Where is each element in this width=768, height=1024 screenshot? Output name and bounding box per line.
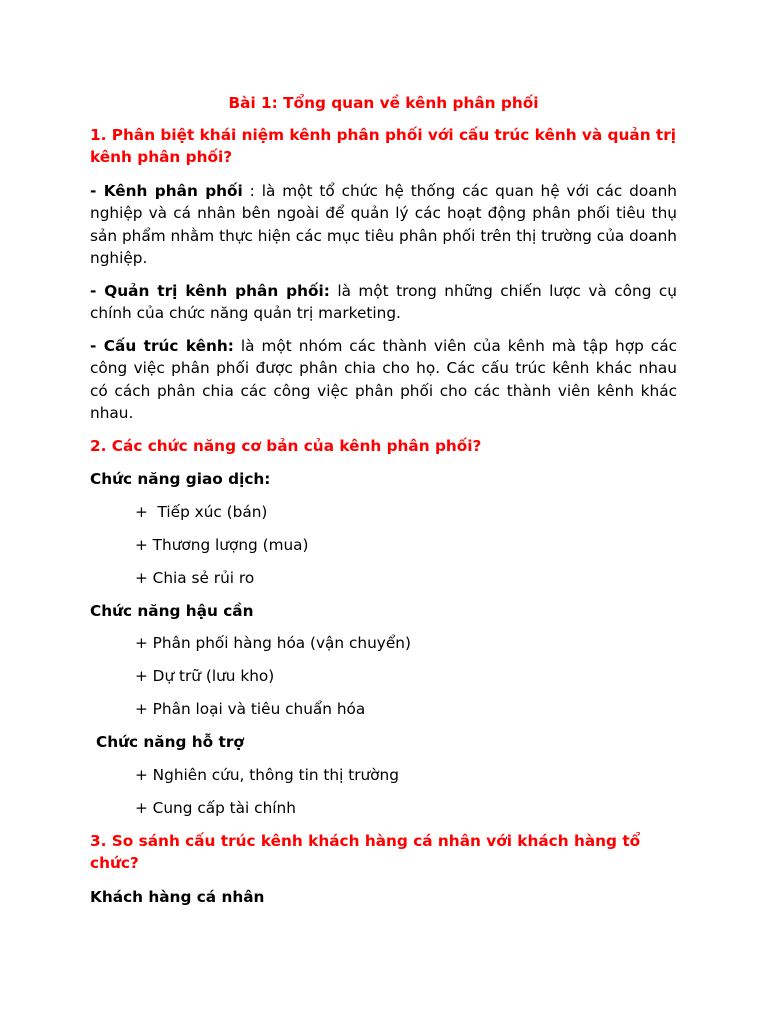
function-heading-ho-tro: Chức năng hỗ trợ [96,733,244,751]
lesson-title: Bài 1: Tổng quan về kênh phân phối [228,94,539,112]
function-heading-hau-can: Chức năng hậu cần [90,601,254,620]
list-item: + Phân loại và tiêu chuẩn hóa [135,700,366,718]
definition-quan-tri-kenh [90,280,677,325]
list-item: + Chia sẻ rủi ro [135,568,255,587]
document-page [90,92,677,918]
definition-kenh-phan-phoi [90,180,677,270]
customer-heading: Khách hàng cá nhân [90,887,265,906]
list-item: + Cung cấp tài chính [135,798,296,817]
list-item: + Phân phối hàng hóa (vận chuyển) [135,634,411,652]
list-item: + Dự trữ (lưu kho) [135,667,275,685]
question-2: 2. Các chức năng cơ bản của kênh phân phối? [90,436,482,455]
list-item: + Tiếp xúc (bán) [135,502,268,521]
function-heading-giao-dich: Chức năng giao dịch: [90,470,271,488]
definition-cau-truc-kenh [90,335,677,425]
list-item: + Nghiên cứu, thông tin thị trường [135,765,399,784]
definition-text: là một trong những chiến lược và công cụ chính của chức năng quản trị marketing. [90,281,677,322]
definition-text: : là một tổ chức hệ thống các quan hệ với các doanh nghiệp và cá nhân bên ngoài để quản lý các hoạt động phân phối tiêu thụ sản phẩm nhằm thực hiện các mục tiêu phân phối trên thị trường của doanh nghiệp. [90,181,677,267]
definition-term: - Kênh phân phối [90,181,243,200]
list-item: + Thương lượng (mua) [135,535,309,554]
question-1: 1. Phân biệt khái niệm kênh phân phối với cấu trúc kênh và quản trị kênh phân phối? [90,125,677,166]
definition-term: - Cấu trúc kênh: [90,336,234,355]
definition-term: - Quản trị kênh phân phối: [90,281,330,300]
question-3: 3. So sánh cấu trúc kênh khách hàng cá nhân với khách hàng tổ chức? [90,831,641,872]
definition-text: là một nhóm các thành viên của kênh mà tập hợp các công việc phân phối được phân chia cho họ. Các cấu trúc kênh khác nhau có cách phân chia các công việc phân phối cho các thành viên kênh khác nhau. [90,336,677,422]
